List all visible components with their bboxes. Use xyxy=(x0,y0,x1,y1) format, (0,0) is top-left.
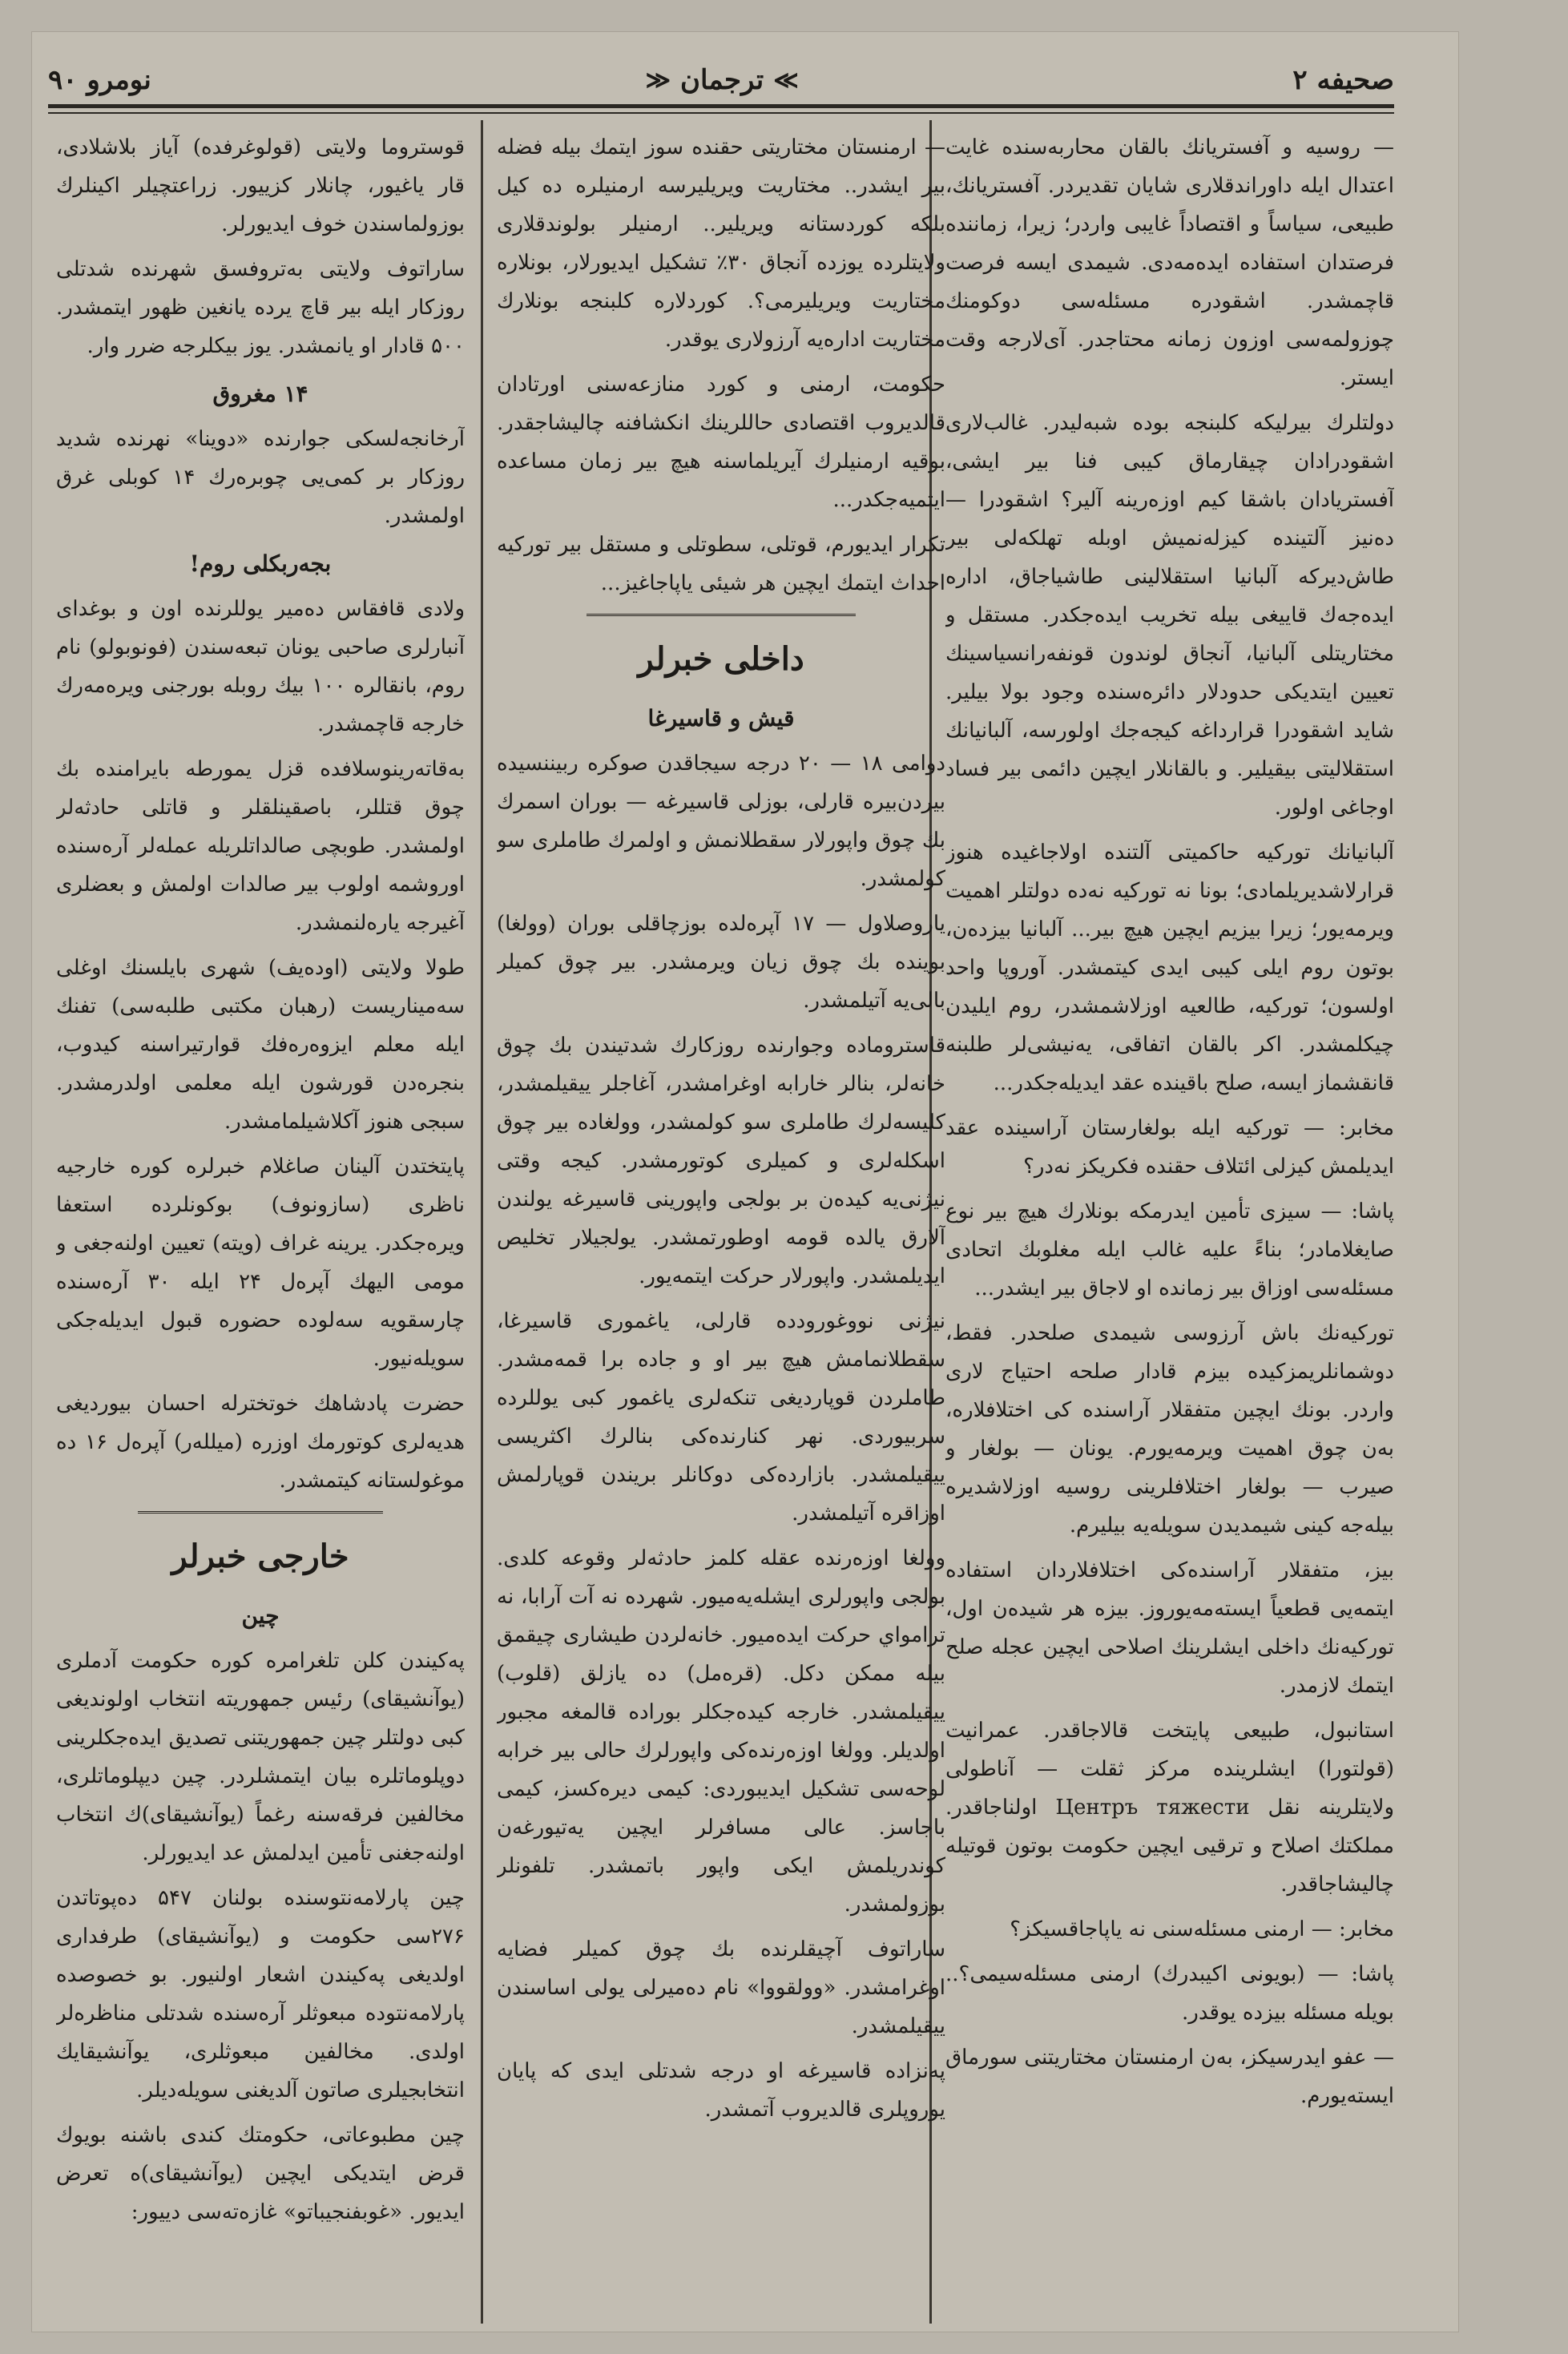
news-item: پایتختدن آلینان صاغلام خبرلره کوره خارجیه ناظری (سازونوف) بوکونلرده استعفا ویره‌جکدر. یرینه غراف (ویته) تعیین اولنه‌جغی و مومی الیهك آپرەل ۲۴ ایله ۳۰ آرەسنده چارسقویه سه‌لوده حضوره قبول ایدیله‌جکی سویله‌نیور. xyxy=(56,1155,465,1371)
article-paragraph: تکرار ایدیورم، قوتلی، سطوتلی و مستقل بیر تورکیه احداث ایتمك ایچین هر شیئی یاپاجاغیز... xyxy=(497,533,945,595)
article-paragraph: — روسیه و آفستریانك بالقان محاربه‌سنده غایت اعتدال ایله داوراندقلاری شایان تقدیردر. آفستریانك، طبیعی، سیاساً و اقتصاداً غایبی واردر؛ زیرا، زماننده فرصتدان استفاده ایده‌مه‌دی. شیمدی ایسه فرصت قاچمشدر. اشقودره مسئله‌سی دوکومنك چوزولمه‌سی اوزون زمانه محتاجدر. آی‌لارجه وقت ایستر. xyxy=(945,135,1394,390)
subheading-storm: قیش و قاسیرغا xyxy=(647,705,795,732)
news-item: ساراتوف آچیقلرنده بك چوق کمیلر فضایه اوغرامشدر. «وولقووا» نام دەمیرلی یولی اساسندن ییقیلمشدر. xyxy=(497,1937,945,2038)
article-paragraph: آلبانیانك تورکیه حاکمیتی آلتنده اولاجاغیده هنوز قرارلاشدیریلمادی؛ بونا نه تورکیه نەده دولتلر اهمیت ویرمه‌یور؛ زیرا بیزیم ایچین هیچ بیر... آلبانیا بیزده‌ن، بوتون روم ایلی کیبی ایدی کیتمشدر. آوروپا واحد اولسون؛ تورکیه، طالعیه اوزلاشمشدر، روم ایلیدن چیکلمشدر. اکر بالقان اتفاقی، یەنیشی‌لر طلبنه قانقشماز ایسه، صلح باقینده عقد ایدیلەجکدر... xyxy=(945,840,1394,1095)
issue-number: نومرو ۹۰ xyxy=(48,64,151,96)
section-divider xyxy=(138,1511,383,1514)
article-paragraph: — ارمنستان مختاریتی حقنده سوز ایتمك بیله فضله بیر ایشدر.. مختاریت ویریلیرسه ارمنیلره ده کیل بلکه کوردستانه ویریلیر.. ارمنیلر بولوندقلاری ولایتلرده یوزده آنجاق ۳۰٪ تشکیل ایدیورلار، بونلاره مختاریت ویریلیرمی؟. کوردلاره کلبنجه بونلارك مختاریت اداره‌یه آرزولاری یوقدر. xyxy=(497,135,945,352)
page-header xyxy=(48,48,1394,112)
article-paragraph: استانبول، طبیعی پایتخت قالاجاقدر. عمرانیت (قولتورا) ایشلرینده مرکز ثقلت — آناطولی ولایتلرینه نقل Центръ тяжести اولناجاقدر. مملکتك اصلاح و ترقیی ایچین حکومت بوتون قوتیله چالیشاجاقدر. xyxy=(945,1719,1394,1897)
news-item: دوامی ۱۸ — ۲۰ درجه سیجاقدن صوکره ربیننسیده بیردن‌بیره قارلی، بوزلی قاسیرغه — بوران اسمرك بك چوق واپورلار سقطلانمش و اولمرك طاملری سو کولمشدر. xyxy=(497,752,945,891)
news-item: ولادی قافقاس دەمیر یوللرنده اون و بوغدای آنبارلری صاحبی یونان تبعه‌سندن (فونوبولو) نام روم، بانقالره ۱۰۰ بیك روبله بورجنی ویره‌مەرك خارجه قاچمشدر. xyxy=(56,597,465,736)
news-item: حضرت پادشاهك خوتخترله احسان بیوردیغی هدیه‌لری کوتورمك اوزره (میلله‌ر) آپرەل ۱۶ ده موغولستانه کیتمشدر. xyxy=(56,1392,465,1493)
article-paragraph: — عفو ایدرسیکز، بەن ارمنستان مختاریتنی سورماق ایسته‌یورم. xyxy=(945,2046,1394,2108)
subheading-drowned: ۱۴ مغروق xyxy=(212,381,308,407)
article-paragraph: حکومت، ارمنی و کورد منازعه‌سنی اورتادان قالدیروب اقتصادی حاللرینك انکشافنه چالیشاجقدر. بوقیه ارمنیلرك آیریلماسنه هیچ بیر زمان مساعده ایتمیه‌جکدر... xyxy=(497,373,945,512)
news-item: نیژنی نووغورودده قارلی، یاغموری قاسیرغا، سقطلانمامش هیچ بیر او و جاده برا قمه‌مشدر. طاملردن قوپاردیغی تنکه‌لری یاغمور کبی یوللرده سربیوردی. نهر کنارنده‌کی بنالرك اکثریسی ییقیلمشدر. بازارده‌کی دوکانلر بریندن قوپارلمش اوزاقره آتیلمشدر. xyxy=(497,1309,945,1526)
news-item: طولا ولایتی (اوده‌یف) شهری بایلسنك اوغلی سه‌میناریست (رهبان مکتبی طلبه‌سی) تفنك ایله معلم ایزوه‌رەفك قوارتیراسنه کیدوب، بنجره‌دن قورشون ایله معلمی اولدرمشدر. سبجی هنوز آکلاشیلمامشدر. xyxy=(56,956,465,1134)
masthead xyxy=(646,64,799,96)
section-title-domestic-news: داخلی خبرلر xyxy=(638,640,804,678)
article-paragraph: دولتلرك بیرلیکه کلبنجه بوده شبه‌لیدر. غالب‌لاری اشقودرادان چیقارماق کیبی فنا بیر ایشی، آفستریادان باشقا کیم اوزه‌رینه آلیر؟ اشقودرا — دەنیز آلتینده کیزله‌نمیش اوبله تهلکه‌لی بیر طاش‌دیرکه آلبانیا استقلالینی طاشیاجاق، اداره ایده‌جه‌ك قاییغی بیله تخریب ایده‌جکدر. مستقل و مختاریتلی آلبانیا، آنجاق لوندون قونفه‌رانسیاسینك تعیین ایتدیکی حدودلار دائره‌سنده وجود بولا بیلیر. شاید اشقودرا قرارداغه کیجه‌جك اولورسه، آلبانیانك استقلالیتی بیقیلیر. و بالقانلار ایچین دائمی بیر فساد اوجاغی اولور. xyxy=(945,411,1394,820)
article-paragraph: مخابر: — تورکیه ایله بولغارستان آراسینده عقد ایدیلمش کیزلی ائتلاف حقنده فکریکز نه‌در؟ xyxy=(945,1116,1394,1179)
news-item: به‌قاته‌رینوسلافده قزل یمورطه بایرامنده بك چوق قتللر، باصقینلقلر و قاتلی حادثه‌لر اولمشدر. طوبچی صالداتلریله عمله‌لر آرەسنده اوروشمه اولوب بیر صالدات اولمش و بعضلری آغیرجه یارەلنمشدر. xyxy=(56,757,465,935)
section-title-foreign-news: خارجی خبرلر xyxy=(171,1538,349,1575)
column-rule xyxy=(481,120,483,2324)
news-item: آرخانجەلسکی جوارنده «دوینا» نهرنده شدید روزکار بر کمی‌یی چوبرەرك ۱۴ کوبلی غرق اولمشدر. xyxy=(56,427,465,528)
news-item: په‌نزاده قاسیرغه او درجه شدتلی ایدی که پایان یوروپلری قالدیروب آتمشدر. xyxy=(497,2059,945,2122)
ornament-right-icon: ≫ xyxy=(773,66,799,95)
header-rule-thin xyxy=(48,112,1394,114)
article-paragraph: پاشا: — سیزی تأمین ایدرمکه بونلارك هیچ بیر نوع صایغلامادر؛ بناءً علیه غالب ایله مغلوبك اتحادی مسئله‌سی اوزاق بیر زمانده او لاجاق بیر ایشدر... xyxy=(945,1199,1394,1300)
news-item: قاستروماده وجوارنده روزکارك شدتیندن بك چوق خانەلر، بنالر خارابه اوغرامشدر، آغاجلر ییقیلمشدر، کلیسه‌لرك طاملری سو کولمشدر، وولغاده بیر چوق اسکله‌لری و کمیلری کوتورمشدر. کیجه وقتی نیژنی‌یه کیدەن بر بولجی واپورینی قاسیرغه یولندن آلارق یالده قومه اوطورتمشدر. یولجیلار تخلیص ایدیلمشدر. واپورلار حرکت ایتمه‌یور. xyxy=(497,1034,945,1288)
subheading-china: چین xyxy=(241,1602,280,1629)
right-column xyxy=(945,128,1394,2324)
article-paragraph: مخابر: — ارمنی مسئله‌سنی نه یاپاجاقسیکز؟ xyxy=(1010,1917,1394,1941)
article-paragraph: تورکیه‌نك باش آرزوسی شیمدی صلحدر. فقط، دوشمانلریمزکیده بیزم قادار صلحه احتیاج لاری واردر. بونك ایچین متفقلار آراسنده کی اختلافلاره، بەن چوق اهمیت ویرمه‌یورم. یونان — بولغار و صیرب — بولغار اختلافلرینی روسیه اوزلاشدیره بیله‌جه کینی شیمدیدن سویله‌یه بیلیرم. xyxy=(945,1321,1394,1538)
news-item: یاروصلاول — ۱۷ آپره‌لده بوزچاقلی بوران (وولغا) بوینده بك چوق زیان ویرمشدر. بیر چوق کمیلر بالی‌یه آتیلمشدر. xyxy=(497,912,945,1013)
news-item: وولغا اوزه‌رنده عقله کلمز حادثه‌لر وقوعه کلدی. بولجی واپورلری ایشله‌یەمیور. شهرده نه آت آرابا، نه ترامواي حرکت ایده‌میور. خانه‌لردن طیشاری چیقمق بیله ممکن دکل. (قرەمل) ده یازلق (قلوب) ییقیلمشدر. خارجه کیدەجکلر بوراده قالمغه مجبور اولدیلر. وولغا اوزه‌رنده‌کی واپورلرك حالی بیر خرابه لوحه‌سی تشکیل ایدیبوردی: کیمی دیره‌کسز، کیمی باجاسز. عالی مسافرلر ایچین یه‌تیورغەن کوندریلمش ایکی واپور باتمشدر. تلفونلر بوزولمشدر. xyxy=(497,1546,945,1917)
section-divider xyxy=(586,614,856,616)
subheading-greek: بجەربکلی روم! xyxy=(189,550,332,577)
middle-column xyxy=(497,128,945,2324)
newspaper-name: ترجمان xyxy=(679,64,764,96)
news-item: ساراتوف ولایتی بەتروفسق شهرنده شدتلی روزکار ایله بیر قاچ یرده یانغین ظهور ایتمشدر. ۵۰۰ قادار او یانمشدر. یوز بیکلرجه ضرر وار. xyxy=(56,257,465,358)
page-number: صحیفه ۲ xyxy=(1292,64,1394,96)
news-item: چین پارلامه‌نتوسنده بولنان ۵۴۷ دەپوتاتدن ۲۷۶سی حکومت و (یوآنشیقای) طرفداری اولدیغی په‌کیندن اشعار اولنیور. بو خصوصده پارلامه‌نتوده مبعوثلر آرەسنده شدتلی مناظرەلر اولدی. مخالفین مبعوثلری، یوآنشیقایك انتخابجیلری صاتون آلدیغنی سویلەدیلر. xyxy=(56,1886,465,2102)
news-item: په‌کیندن کلن تلغرامره کوره حکومت آدملری (یوآنشیقای) رئیس جمهوریته انتخاب اولوندیغی کبی دولتلر چین جمهوریتنی تصدیق ایده‌جکلرینی دوپلوماتلره بیان ایتمشلردر. چین دیپلوماتلری، مخالفین فرقه‌سنه رغماً (یوآنشیقای)ك انتخاب اولنه‌جغنی تأمین ایدلمش عد ایدیورلر. xyxy=(56,1649,465,1865)
header-rule xyxy=(48,104,1394,108)
ornament-left-icon: ≪ xyxy=(645,66,671,95)
left-column xyxy=(56,128,465,2324)
article-paragraph: بیز، متفقلار آراسنده‌کی اختلافلاردان استفاده ایتمه‌یی قطعیاً ایستەمەیوروز. بیزه هر شیدەن اول، تورکیه‌نك داخلی ایشلرینك اصلاحی ایچین عجله صلح ایتمك لازمدر. xyxy=(945,1558,1394,1698)
news-item: چین مطبوعاتی، حکومتك کندی باشنه بویوك قرض ایتدیکی ایچین (یوآنشیقای)ه تعرض ایدیور. «غوبفنجیباتو» غازه‌تەسی دییور: xyxy=(56,2123,465,2224)
news-item: قوستروما ولایتی (قولوغرفده) آیاز بلاشلادی، قار یاغیور، چانلار کزییور. زراعتچیلر اکینلرك بوزولماسندن خوف ایدیورلر. xyxy=(56,135,465,236)
article-paragraph: پاشا: — (بویونی اکیبدرك) ارمنی مسئله‌سیمی؟.. بویله مسئله بیزده یوقدر. xyxy=(945,1962,1394,2025)
